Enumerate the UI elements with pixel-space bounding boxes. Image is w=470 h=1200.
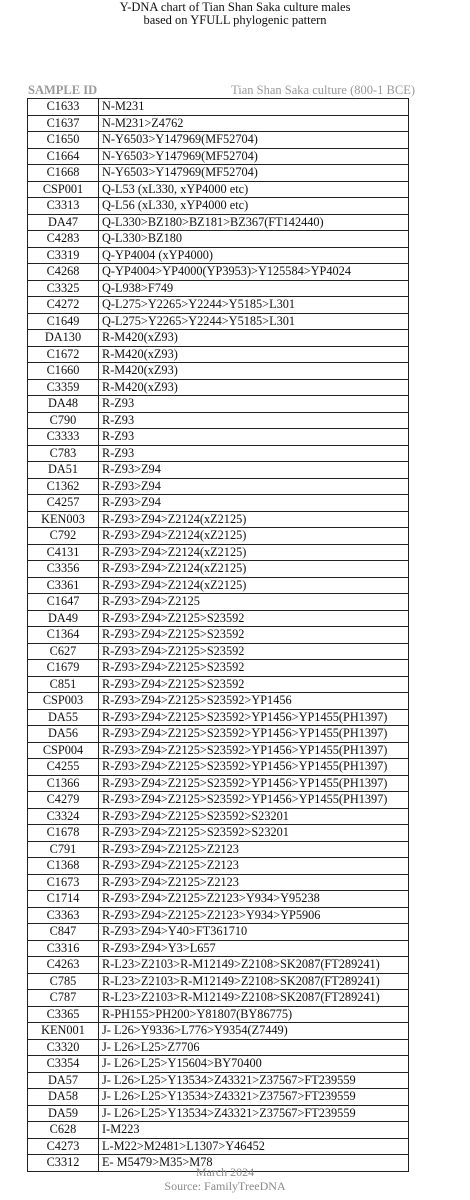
table-row xyxy=(28,594,409,611)
haplogroup-cell: R-Z93 xyxy=(99,445,409,462)
haplogroup-cell: R-Z93>Z94>Z2125>S23592>YP1456 xyxy=(99,693,409,710)
sample-id-cell: C1364 xyxy=(28,627,99,644)
table-row xyxy=(28,330,409,347)
sample-id-cell: CSP003 xyxy=(28,693,99,710)
haplogroup-cell: R-Z93>Z94>Z2125>S23592 xyxy=(99,627,409,644)
sample-id-cell: C1679 xyxy=(28,660,99,677)
sample-id-cell: C3312 xyxy=(28,1155,99,1172)
table-row xyxy=(28,709,409,726)
haplogroup-cell: N-M231 xyxy=(99,99,409,116)
table-row xyxy=(28,165,409,182)
haplogroup-cell: R-Z93>Z94>Z2124(xZ2125) xyxy=(99,561,409,578)
sample-id-cell: DA47 xyxy=(28,214,99,231)
sample-id-header: SAMPLE ID xyxy=(28,83,98,97)
table-row xyxy=(28,825,409,842)
table-row xyxy=(28,429,409,446)
haplogroup-cell: Q-L275>Y2265>Y2244>Y5185>L301 xyxy=(99,297,409,314)
sample-id-cell: C3325 xyxy=(28,280,99,297)
haplogroup-cell: R-Z93>Z94>Z2124(xZ2125) xyxy=(99,528,409,545)
table-row xyxy=(28,627,409,644)
haplogroup-cell: R-Z93>Z94 xyxy=(99,495,409,512)
table-row xyxy=(28,264,409,281)
haplogroup-cell: J- L26>L25>Y13534>Z43321>Z37567>FT239559 xyxy=(99,1072,409,1089)
haplogroup-cell: R-Z93 xyxy=(99,429,409,446)
haplogroup-cell: R-PH155>PH200>Y81807(BY86775) xyxy=(99,1006,409,1023)
table-body xyxy=(28,99,409,1172)
table-row xyxy=(28,1023,409,1040)
table-row xyxy=(28,495,409,512)
sample-id-cell: C1366 xyxy=(28,775,99,792)
table-row xyxy=(28,478,409,495)
sample-id-cell: C627 xyxy=(28,643,99,660)
haplogroup-cell: R-Z93>Z94>Z2125>Z2123>Y934>YP5906 xyxy=(99,907,409,924)
table-row xyxy=(28,1056,409,1073)
table-row xyxy=(28,676,409,693)
haplogroup-cell: R-Z93>Z94>Z2125>S23592 xyxy=(99,643,409,660)
table-row xyxy=(28,841,409,858)
haplogroup-cell: R-Z93>Z94>Y3>L657 xyxy=(99,940,409,957)
sample-id-cell: DA57 xyxy=(28,1072,99,1089)
table-row xyxy=(28,561,409,578)
sample-id-cell: C4257 xyxy=(28,495,99,512)
table-row xyxy=(28,115,409,132)
table-row xyxy=(28,1105,409,1122)
table-row xyxy=(28,1138,409,1155)
haplogroup-cell: R-Z93 xyxy=(99,396,409,413)
sample-id-cell: C4279 xyxy=(28,792,99,809)
table-row xyxy=(28,363,409,380)
table-row xyxy=(28,412,409,429)
sample-id-cell: CSP004 xyxy=(28,742,99,759)
sample-id-cell: C1633 xyxy=(28,99,99,116)
sample-id-cell: C4131 xyxy=(28,544,99,561)
table-row xyxy=(28,99,409,116)
sample-id-cell: C3363 xyxy=(28,907,99,924)
haplogroup-cell: R-L23>Z2103>R-M12149>Z2108>SK2087(FT289241) xyxy=(99,990,409,1007)
table-row xyxy=(28,1122,409,1139)
haplogroup-cell: J- L26>L25>Z7706 xyxy=(99,1039,409,1056)
haplogroup-cell: Q-L275>Y2265>Y2244>Y5185>L301 xyxy=(99,313,409,330)
haplogroup-cell: R-Z93>Z94>Z2125 xyxy=(99,594,409,611)
table-row xyxy=(28,858,409,875)
table-row xyxy=(28,759,409,776)
table-row xyxy=(28,610,409,627)
haplogroup-cell: Q-YP4004>YP4000(YP3953)>Y125584>YP4024 xyxy=(99,264,409,281)
sample-id-cell: C792 xyxy=(28,528,99,545)
haplogroup-cell: R-Z93>Z94>Z2125>S23592>YP1456>YP1455(PH1397) xyxy=(99,759,409,776)
haplogroup-cell: R-Z93>Z94>Z2125>Z2123 xyxy=(99,841,409,858)
table-row xyxy=(28,346,409,363)
haplogroup-cell: R-Z93>Z94>Z2125>Z2123 xyxy=(99,874,409,891)
haplogroup-cell: R-Z93>Z94>Z2125>S23592 xyxy=(99,610,409,627)
haplogroup-cell: R-Z93>Z94>Z2125>S23592>YP1456>YP1455(PH1397) xyxy=(99,775,409,792)
title-line-2: based on YFULL phylogenic pattern xyxy=(143,13,327,27)
sample-id-cell: C790 xyxy=(28,412,99,429)
footer-source: Source: FamilyTreeDNA xyxy=(164,1179,286,1193)
table-row xyxy=(28,280,409,297)
haplogroup-cell: R-Z93>Z94>Z2125>S23592>YP1456>YP1455(PH1397) xyxy=(99,726,409,743)
table-row xyxy=(28,660,409,677)
sample-id-cell: C3359 xyxy=(28,379,99,396)
sample-id-cell: CSP001 xyxy=(28,181,99,198)
table-row xyxy=(28,528,409,545)
table-row xyxy=(28,907,409,924)
sample-id-cell: C1668 xyxy=(28,165,99,182)
table-row xyxy=(28,742,409,759)
sample-id-cell: DA58 xyxy=(28,1089,99,1106)
sample-id-cell: DA59 xyxy=(28,1105,99,1122)
table-row xyxy=(28,379,409,396)
haplogroup-cell: Q-L938>F749 xyxy=(99,280,409,297)
sample-id-cell: C4268 xyxy=(28,264,99,281)
haplogroup-cell: N-Y6503>Y147969(MF52704) xyxy=(99,165,409,182)
table-row xyxy=(28,643,409,660)
table-row xyxy=(28,132,409,149)
haplogroup-cell: R-Z93>Z94>Y40>FT361710 xyxy=(99,924,409,941)
table-row xyxy=(28,445,409,462)
sample-id-cell: C4263 xyxy=(28,957,99,974)
table-row xyxy=(28,775,409,792)
sample-id-cell: DA130 xyxy=(28,330,99,347)
sample-id-cell: C1650 xyxy=(28,132,99,149)
sample-id-cell: C3354 xyxy=(28,1056,99,1073)
haplogroup-cell: R-Z93>Z94 xyxy=(99,478,409,495)
haplogroup-cell: R-L23>Z2103>R-M12149>Z2108>SK2087(FT289241) xyxy=(99,973,409,990)
haplogroup-cell: R-Z93>Z94>Z2125>S23592 xyxy=(99,676,409,693)
haplogroup-cell: J- L26>L25>Y13534>Z43321>Z37567>FT239559 xyxy=(99,1105,409,1122)
haplogroup-cell: R-Z93>Z94>Z2124(xZ2125) xyxy=(99,544,409,561)
sample-id-cell: C1647 xyxy=(28,594,99,611)
table-row xyxy=(28,957,409,974)
table-row xyxy=(28,231,409,248)
sample-id-cell: DA51 xyxy=(28,462,99,479)
sample-id-cell: C1678 xyxy=(28,825,99,842)
haplogroup-cell: Q-YP4004 (xYP4000) xyxy=(99,247,409,264)
table-row xyxy=(28,891,409,908)
haplogroup-cell: R-Z93>Z94>Z2125>Z2123>Y934>Y95238 xyxy=(99,891,409,908)
haplogroup-cell: I-M223 xyxy=(99,1122,409,1139)
table-row xyxy=(28,990,409,1007)
sample-id-cell: C847 xyxy=(28,924,99,941)
sample-id-cell: KEN001 xyxy=(28,1023,99,1040)
sample-id-cell: C3320 xyxy=(28,1039,99,1056)
footer-date: March 2024 xyxy=(195,1165,255,1179)
haplogroup-cell: R-L23>Z2103>R-M12149>Z2108>SK2087(FT289241) xyxy=(99,957,409,974)
haplogroup-cell: R-Z93>Z94>Z2125>S23592>YP1456>YP1455(PH1397) xyxy=(99,742,409,759)
haplogroup-cell: N-M231>Z4762 xyxy=(99,115,409,132)
sample-id-cell: C787 xyxy=(28,990,99,1007)
haplogroup-cell: Q-L53 (xL330, xYP4000 etc) xyxy=(99,181,409,198)
haplogroup-cell: R-M420(xZ93) xyxy=(99,346,409,363)
table-row xyxy=(28,1072,409,1089)
haplogroup-cell: Q-L56 (xL330, xYP4000 etc) xyxy=(99,198,409,215)
sample-id-cell: C3333 xyxy=(28,429,99,446)
sample-id-cell: DA56 xyxy=(28,726,99,743)
sample-id-cell: C3356 xyxy=(28,561,99,578)
haplogroup-cell: N-Y6503>Y147969(MF52704) xyxy=(99,148,409,165)
sample-id-cell: C3316 xyxy=(28,940,99,957)
sample-id-cell: C4255 xyxy=(28,759,99,776)
haplogroup-cell: Q-L330>BZ180 xyxy=(99,231,409,248)
table-row xyxy=(28,511,409,528)
sample-id-cell: C1714 xyxy=(28,891,99,908)
haplogroup-cell: R-Z93>Z94>Z2125>S23592 xyxy=(99,660,409,677)
table-row xyxy=(28,544,409,561)
title-line-1: Y-DNA chart of Tian Shan Saka culture males xyxy=(119,0,351,14)
table-row xyxy=(28,792,409,809)
table-row xyxy=(28,148,409,165)
haplogroup-cell: R-M420(xZ93) xyxy=(99,379,409,396)
haplogroup-cell: J- L26>L25>Y15604>BY70400 xyxy=(99,1056,409,1073)
haplogroup-cell: J- L26>Y9336>L776>Y9354(Z7449) xyxy=(99,1023,409,1040)
table-row xyxy=(28,396,409,413)
sample-id-cell: C1673 xyxy=(28,874,99,891)
sample-id-cell: DA48 xyxy=(28,396,99,413)
sample-id-cell: C4273 xyxy=(28,1138,99,1155)
haplogroup-cell: R-Z93>Z94 xyxy=(99,462,409,479)
sample-id-cell: DA49 xyxy=(28,610,99,627)
culture-header: Tian Shan Saka culture (800-1 BCE) xyxy=(231,83,415,97)
table-row xyxy=(28,874,409,891)
haplogroup-cell: R-Z93 xyxy=(99,412,409,429)
haplogroup-cell: N-Y6503>Y147969(MF52704) xyxy=(99,132,409,149)
sample-id-cell: C1660 xyxy=(28,363,99,380)
sample-id-cell: C3365 xyxy=(28,1006,99,1023)
haplogroup-cell: Q-L330>BZ180>BZ181>BZ367(FT142440) xyxy=(99,214,409,231)
table-row xyxy=(28,1006,409,1023)
table-row xyxy=(28,726,409,743)
sample-id-cell: C3319 xyxy=(28,247,99,264)
sample-id-cell: C628 xyxy=(28,1122,99,1139)
haplogroup-cell: L-M22>M2481>L1307>Y46452 xyxy=(99,1138,409,1155)
sample-id-cell: C1368 xyxy=(28,858,99,875)
haplogroup-cell: R-Z93>Z94>Z2124(xZ2125) xyxy=(99,511,409,528)
chart-title xyxy=(0,1,470,27)
table-row xyxy=(28,462,409,479)
table-row xyxy=(28,808,409,825)
sample-id-cell: C1362 xyxy=(28,478,99,495)
sample-id-cell: C785 xyxy=(28,973,99,990)
haplogroup-cell: R-Z93>Z94>Z2125>S23592>YP1456>YP1455(PH1397) xyxy=(99,792,409,809)
sample-id-cell: DA55 xyxy=(28,709,99,726)
table-row xyxy=(28,181,409,198)
sample-id-cell: C1637 xyxy=(28,115,99,132)
table-row xyxy=(28,297,409,314)
sample-id-cell: C4272 xyxy=(28,297,99,314)
haplogroup-cell: R-M420(xZ93) xyxy=(99,330,409,347)
sample-id-cell: C791 xyxy=(28,841,99,858)
table-row xyxy=(28,940,409,957)
table-row xyxy=(28,577,409,594)
table-row xyxy=(28,214,409,231)
table-row xyxy=(28,247,409,264)
haplogroup-cell: J- L26>L25>Y13534>Z43321>Z37567>FT239559 xyxy=(99,1089,409,1106)
table-row xyxy=(28,693,409,710)
sample-id-cell: C3361 xyxy=(28,577,99,594)
sample-id-cell: C3313 xyxy=(28,198,99,215)
table-row xyxy=(28,973,409,990)
sample-id-cell: C851 xyxy=(28,676,99,693)
sample-id-cell: C4283 xyxy=(28,231,99,248)
table-row xyxy=(28,313,409,330)
sample-id-cell: C783 xyxy=(28,445,99,462)
table-row xyxy=(28,924,409,941)
haplogroup-cell: R-Z93>Z94>Z2124(xZ2125) xyxy=(99,577,409,594)
ydna-table xyxy=(27,98,409,1172)
sample-id-cell: C1649 xyxy=(28,313,99,330)
table-row xyxy=(28,1039,409,1056)
sample-id-cell: KEN003 xyxy=(28,511,99,528)
haplogroup-cell: R-Z93>Z94>Z2125>S23592>S23201 xyxy=(99,808,409,825)
table-row xyxy=(28,1089,409,1106)
haplogroup-cell: R-Z93>Z94>Z2125>S23592>YP1456>YP1455(PH1397) xyxy=(99,709,409,726)
sample-id-cell: C1664 xyxy=(28,148,99,165)
table-row xyxy=(28,198,409,215)
haplogroup-cell: R-M420(xZ93) xyxy=(99,363,409,380)
sample-id-cell: C3324 xyxy=(28,808,99,825)
haplogroup-cell: R-Z93>Z94>Z2125>Z2123 xyxy=(99,858,409,875)
sample-id-cell: C1672 xyxy=(28,346,99,363)
haplogroup-cell: E- M5479>M35>M78 xyxy=(99,1155,409,1172)
haplogroup-cell: R-Z93>Z94>Z2125>S23592>S23201 xyxy=(99,825,409,842)
